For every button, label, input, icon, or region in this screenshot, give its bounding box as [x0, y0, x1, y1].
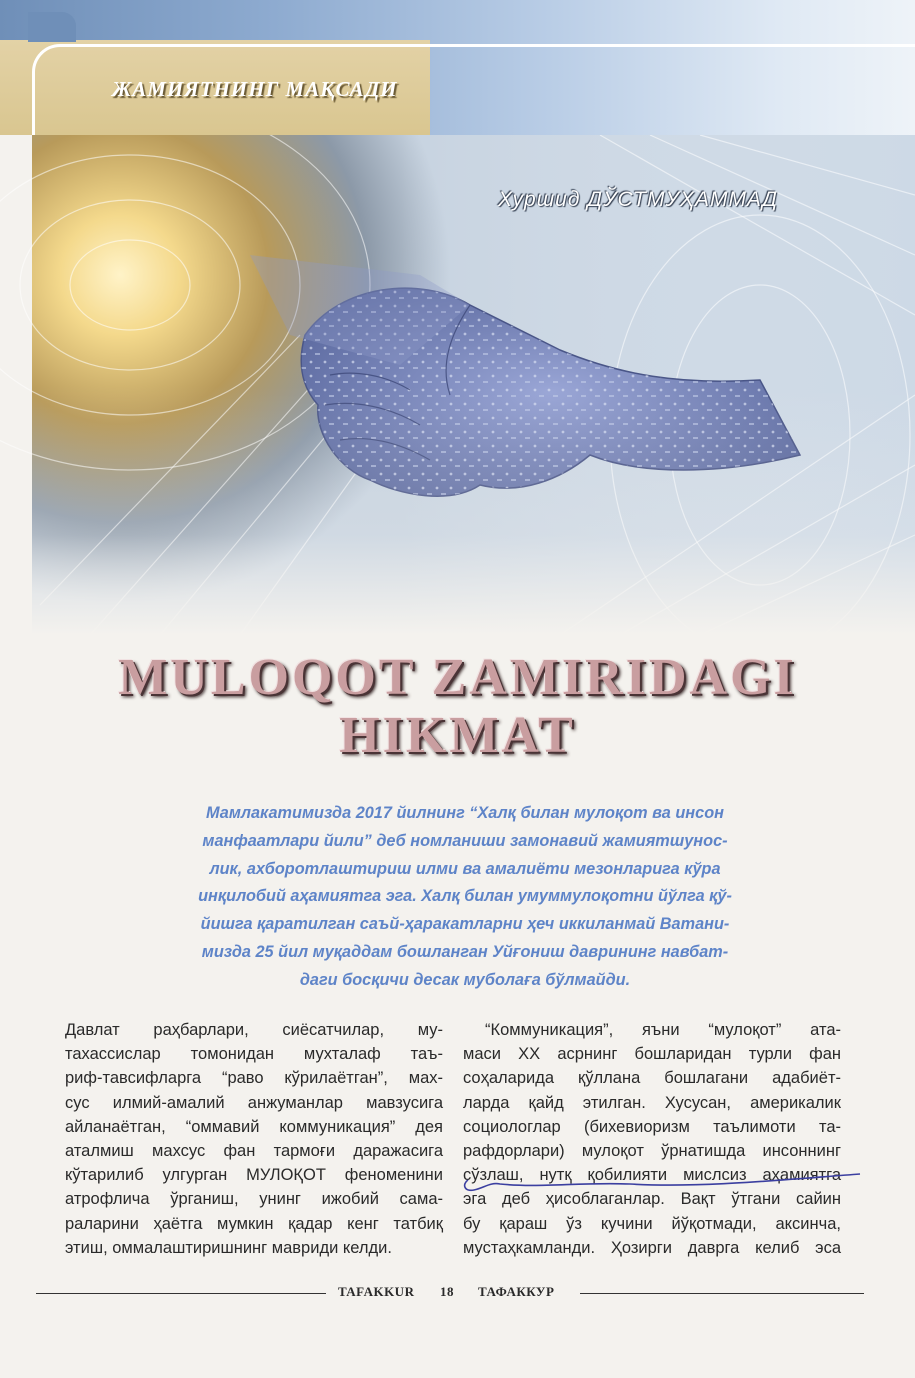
body-line: бу қараш ўз кучини йўқотмади, аксинча,	[463, 1214, 841, 1233]
body-line: айланаётган, “оммавий коммуникация” дея	[65, 1117, 443, 1136]
footer-magazine-latin: TAFAKKUR	[338, 1284, 415, 1299]
body-column-right	[463, 1018, 841, 1260]
article-title-line-2: HIKMAT	[339, 707, 576, 764]
body-line: этиш, оммалаштиришнинг мавриди келди.	[65, 1238, 392, 1257]
lead-line: йишга қаратилган саъй-ҳаракатларни ҳеч иккиланмай Ватани-	[200, 915, 730, 934]
body-line: аталмиш махсус фан тармоғи даражасига	[65, 1142, 443, 1161]
author-name: Хуршид ДЎСТМУҲАММАД	[498, 188, 778, 211]
body-line: Давлат раҳбарлари, сиёсатчилар, му-	[65, 1021, 443, 1039]
lead-line: инқилобий аҳамиятга эга. Халқ билан умуммулоқотни йўлга қў-	[198, 887, 732, 906]
body-line: риф-тавсифларга “раво кўрилаётган”, мах-	[65, 1069, 443, 1088]
body-column-left	[65, 1018, 443, 1260]
pen-underline-mark	[460, 1162, 880, 1202]
body-line: маси XX асрнинг бошларидан турли фан	[463, 1045, 841, 1064]
section-title: ЖАМИЯТНИНГ МАҚСАДИ	[112, 77, 398, 101]
lead-line: Мамлакатимизда 2017 йилнинг “Халқ билан мулоқот ва инсон	[206, 804, 724, 822]
folder-tab	[28, 12, 76, 42]
lead-line: даги босқичи десак муболаға бўлмайди.	[299, 970, 631, 989]
body-line: атрофлича ўрганиш, унинг ижобий сама-	[65, 1190, 443, 1209]
page-number: 18	[440, 1284, 454, 1299]
body-line: ларда қайд этилган. Хусусан, америкалик	[463, 1093, 841, 1112]
body-line: “Коммуникация”, яъни “мулоқот” ата-	[485, 1021, 841, 1039]
lead-line: лик, ахборотлаштириш илми ва амалиёти мезонларига кўра	[209, 859, 721, 878]
body-line: мустаҳкамланди. Ҳозирги даврга келиб эса	[463, 1238, 841, 1257]
body-line: сўзлаш, нутқ қобилияти мислсиз аҳамиятга	[463, 1166, 841, 1185]
body-line: кўтарилиб улгурган МУЛОҚОТ феноменини	[65, 1166, 443, 1185]
body-line: социологлар (бихевиоризм таълимоти та-	[463, 1117, 841, 1136]
body-line: раларини ҳаётга мумкин қадар кенг татбиқ	[65, 1214, 443, 1233]
lead-paragraph	[140, 800, 790, 995]
footer-rule-left	[36, 1293, 326, 1294]
lead-line: манфаатлари йили” деб номланиши замонавий жамиятшунос-	[202, 831, 728, 850]
body-line: тахассислар томонидан мухталаф таъ-	[65, 1045, 443, 1064]
body-line: рафдорлари) мулоқот ўрнатишда инсоннинг	[463, 1142, 841, 1161]
body-line: эга деб ҳисоблаганлар. Вақт ўтгани сайин	[463, 1190, 841, 1209]
body-line: соҳаларида қўллана бошлагани адабиёт-	[463, 1069, 841, 1088]
footer-rule-right	[580, 1293, 864, 1294]
article-title-line-1: MULOQOT ZAMIRIDAGI	[118, 649, 797, 706]
body-line: сус илмий-амалий анжуманлар мавзусига	[65, 1093, 443, 1112]
footer-magazine-cyrillic: ТАФАККУР	[478, 1284, 555, 1299]
lead-line: мизда 25 йил муқаддам бошланган Уйғониш даврининг навбат-	[201, 942, 729, 961]
